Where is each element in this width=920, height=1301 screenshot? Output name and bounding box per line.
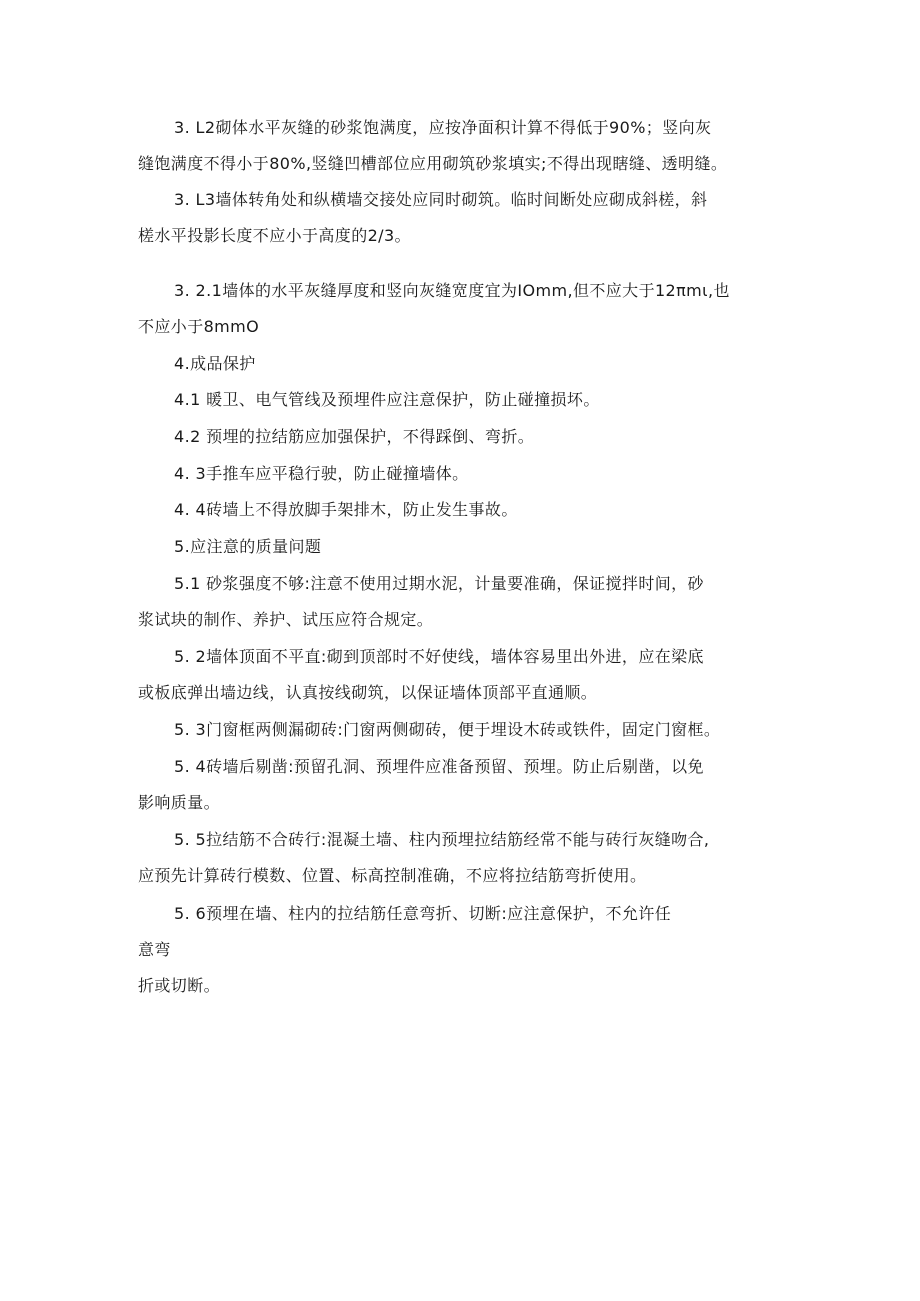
text-line: 4.1 暖卫、电气管线及预埋件应注意保护，防止碰撞损坏。 [174,390,600,409]
paragraph-5-6 [138,896,788,1004]
paragraph-3-2-1 [138,273,788,345]
paragraph-4-1 [138,382,788,418]
text-line: 不应小于8mmO [138,317,260,336]
text-line: 缝饱满度不得小于80%,竖缝凹槽部位应用砌筑砂浆填实;不得出现瞎缝、透明缝。 [138,154,728,173]
text-line: 3. 2.1墙体的水平灰缝厚度和竖向灰缝宽度宜为IOmm,但不应大于12πmι,也 [174,281,730,300]
text-line: 或板底弹出墙边线，认真按线砌筑，以保证墙体顶部平直通顺。 [138,683,598,702]
text-line: 5.1 砂浆强度不够:注意不使用过期水泥，计量要准确，保证搅拌时间，砂 [174,574,704,593]
text-line: 影响质量。 [138,793,221,812]
paragraph-5-2 [138,639,788,711]
text-line: 5. 3门窗框两侧漏砌砖:门窗两侧砌砖，便于埋设木砖或铁件，固定门窗框。 [174,720,721,739]
text-line: 5. 4砖墙后剔凿:预留孔洞、预埋件应准备预留、预埋。防止后剔凿，以免 [174,757,704,776]
heading-5-quality-issues [138,529,788,565]
paragraph-5-1 [138,566,788,638]
text-line: 5. 5拉结筋不合砖行:混凝土墙、柱内预埋拉结筋经常不能与砖行灰缝吻合, [174,830,710,849]
paragraph-4-3 [138,456,788,492]
heading-4-finished-product-protection [138,346,788,382]
text-line: 3. L2砌体水平灰缝的砂浆饱满度，应按净面积计算不得低于90%；竖向灰 [174,118,712,137]
text-line: 槎水平投影长度不应小于高度的2/3。 [138,226,411,245]
text-line: 4.2 预埋的拉结筋应加强保护，不得踩倒、弯折。 [174,427,535,446]
section-heading: 5.应注意的质量问题 [174,537,322,556]
text-line: 应预先计算砖行模数、位置、标高控制准确，不应将拉结筋弯折使用。 [138,866,647,885]
text-line: 4. 3手推车应平稳行驶，防止碰撞墙体。 [174,464,469,483]
paragraph-3-1-2 [138,110,788,182]
paragraph-3-1-3 [138,182,788,254]
text-line: 浆试块的制作、养护、试压应符合规定。 [138,610,434,629]
text-line: 4. 4砖墙上不得放脚手架排木，防止发生事故。 [174,500,518,519]
text-line: 折或切断。 [138,976,221,995]
paragraph-4-4 [138,492,788,528]
text-line: 5. 2墙体顶面不平直:砌到顶部时不好使线，墙体容易里出外进，应在梁底 [174,647,704,666]
paragraph-5-3 [138,712,788,748]
text-line: 5. 6预埋在墙、柱内的拉结筋任意弯折、切断:应注意保护，不允许任 [174,904,672,923]
paragraph-4-2 [138,419,788,455]
paragraph-5-5 [138,822,788,894]
section-heading: 4.成品保护 [174,354,256,373]
paragraph-5-4 [138,749,788,821]
text-line: 3. L3墙体转角处和纵横墙交接处应同时砌筑。临时间断处应砌成斜槎，斜 [174,190,708,209]
text-line: 意弯 [138,940,171,959]
